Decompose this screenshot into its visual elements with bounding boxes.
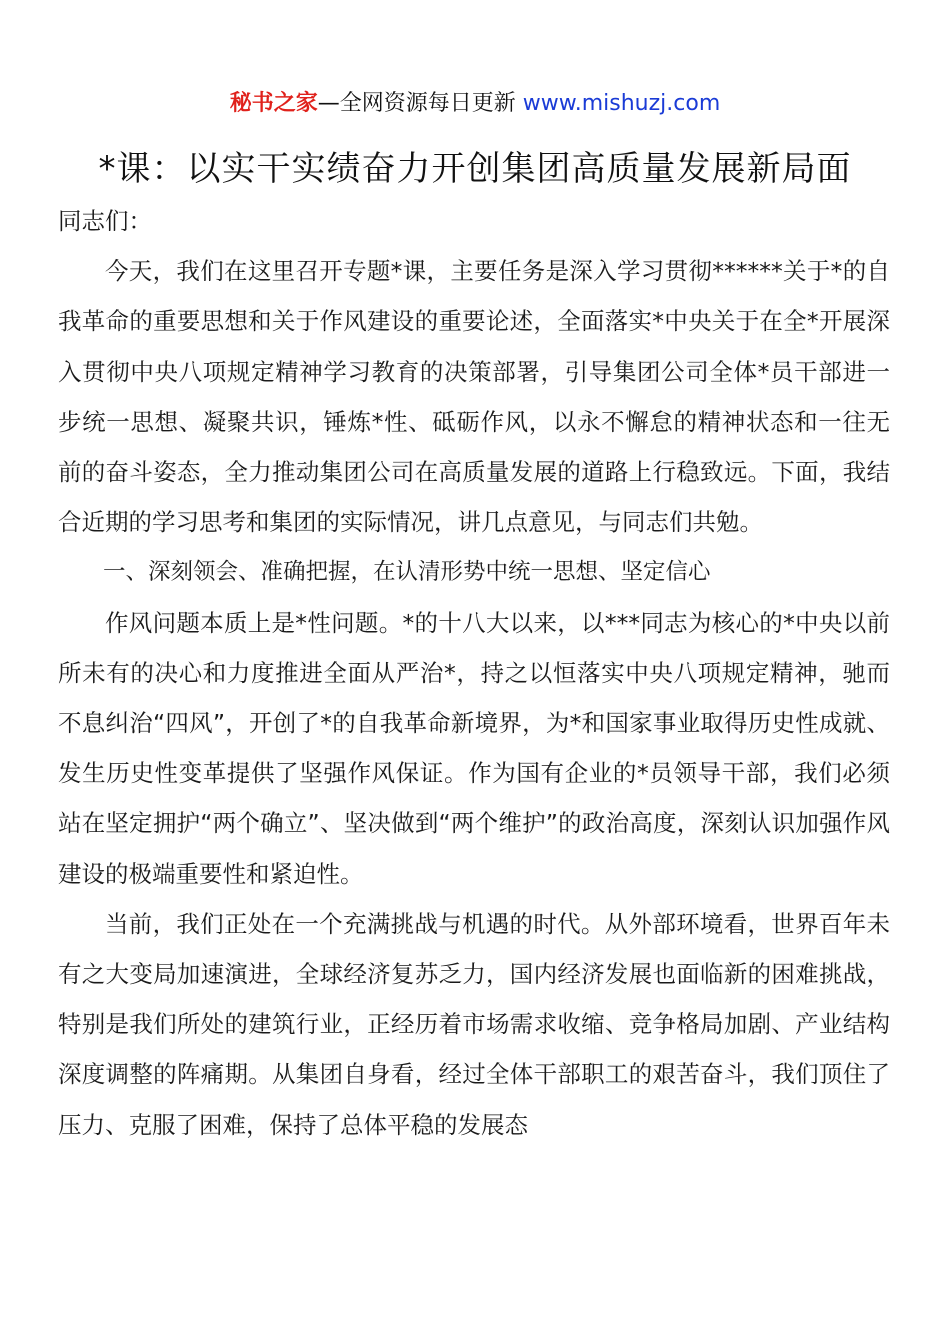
document-body	[58, 196, 890, 1150]
body-paragraph: 当前，我们正处在一个充满挑战与机遇的时代。从外部环境看，世界百年未有之大变局加速演进，全球经济复苏乏力，国内经济发展也面临新的困难挑战，特别是我们所处的建筑行业，正经历着市场需求收缩、竞争格局加剧、产业结构深度调整的阵痛期。从集团自身看，经过全体干部职工的艰苦奋斗，我们顶住了压力、克服了困难，保持了总体平稳的发展态	[58, 909, 890, 1139]
salutation: 同志们：	[58, 207, 152, 235]
body-paragraph: 作风问题本质上是*性问题。*的十八大以来，以***同志为核心的*中央以前所未有的决心和力度推进全面从严治*，持之以恒落实中央八项规定精神，驰而不息纠治“四风”，开创了*的自我革命新境界，为*和国家事业取得历史性成就、发生历史性变革提供了坚强作风保证。作为国有企业的*员领导干部，我们必须站在坚定拥护“两个确立”、坚决做到“两个维护”的政治高度，深刻认识加强作风建设的极端重要性和紧迫性。	[58, 608, 890, 888]
site-slogan: —全网资源每日更新	[317, 91, 523, 116]
document-title: *课：以实干实绩奋力开创集团高质量发展新局面	[98, 149, 852, 189]
body-paragraph: 今天，我们在这里召开专题*课，主要任务是深入学习贯彻******关于*的自我革命的重要思想和关于作风建设的重要论述，全面落实*中央关于在全*开展深入贯彻中央八项规定精神学习教育的决策部署，引导集团公司全体*员干部进一步统一思想、凝聚共识，锤炼*性、砥砺作风，以永不懈怠的精神状态和一往无前的奋斗姿态，全力推动集团公司在高质量发展的道路上行稳致远。下面，我结合近期的学习思考和集团的实际情况，讲几点意见，与同志们共勉。	[58, 257, 890, 537]
site-header	[0, 88, 950, 120]
site-url-link[interactable]: www.mishuzj.com	[522, 91, 721, 116]
section-heading: 一、深刻领会、准确把握，在认清形势中统一思想、坚定信心	[103, 559, 711, 586]
brand-name: 秘书之家	[229, 91, 318, 116]
